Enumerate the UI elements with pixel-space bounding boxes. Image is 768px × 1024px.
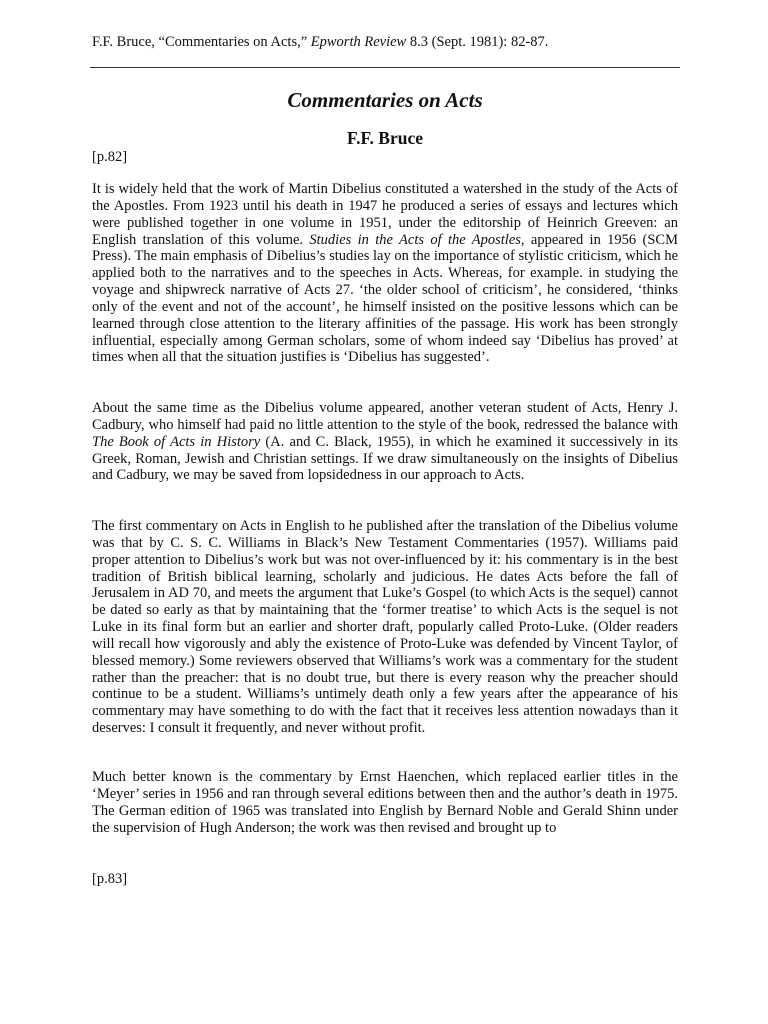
paragraph-4: Much better known is the commentary by Ernst Haenchen, which replaced earlier titles in the ‘Meyer’ series in 1956 and ran through several editions between then and the author’s death in 1975. The German edition of 1965 was translated into English by Bernard Noble and Gerald Shinn under the supervision of Hugh Anderson; the work was then revised and brought up to bbox=[92, 769, 678, 836]
paragraph-2-text-a: About the same time as the Dibelius volume appeared, another veteran student of Acts, Henry J. Cadbury, who himself had paid no little attention to the style of the book, redressed the balance with bbox=[92, 400, 678, 433]
paragraph-2 bbox=[92, 400, 678, 484]
article-author: F.F. Bruce bbox=[347, 128, 423, 148]
citation-prefix: F.F. Bruce, “Commentaries on Acts,” bbox=[92, 34, 311, 50]
paragraph-1-text-a: It is widely held that the work of Martin Dibelius constituted a watershed in the study of the Acts of the Apostles. From 1923 until his death in 1947 he produced a series of essays and lectures which were published together in one volume in 1951, under the editorship of Heinrich Greeven: an English translation of this volume. bbox=[92, 181, 678, 248]
paragraph-1-text-b: , appeared in 1956 (SCM Press). The main emphasis of Dibelius’s studies lay on the importance of stylistic criticism, which he applied both to the narratives and to the speeches in Acts. Whereas, for example. in studying the voyage and shipwreck narrative of Acts 27. ‘the older school of criticism’, he considered, ‘thinks only of the event and not of the account’, he himself insisted on the positive lessons which can be learned through close attention to the literary affinities of the passage. His work has been strongly influential, especially among German scholars, some of whom indeed say ‘Dibelius has proved’ at times when all that the situation justifies is ‘Dibelius has suggested’. bbox=[92, 231, 678, 366]
book-title-studies: Studies in the Acts of the Apostles bbox=[309, 231, 521, 248]
citation-header bbox=[92, 33, 548, 51]
paragraph-2-text-b: (A. and C. Black, 1955), in which he examined it successively in its Greek, Roman, Jewish and Christian settings. If we draw simultaneously on the insights of Dibelius and Cadbury, we may be saved from lopsidedness in our approach to Acts. bbox=[92, 433, 678, 484]
header-rule bbox=[90, 67, 680, 68]
paragraph-1 bbox=[92, 181, 678, 366]
article-title: Commentaries on Acts bbox=[287, 88, 483, 112]
journal-name: Epworth Review bbox=[310, 34, 407, 50]
citation-suffix: 8.3 (Sept. 1981): 82-87. bbox=[406, 34, 549, 50]
page-marker-start: [p.82] bbox=[92, 149, 128, 165]
page-marker-end: [p.83] bbox=[92, 871, 128, 887]
book-title-acts-in-history: The Book of Acts in History bbox=[92, 433, 261, 450]
paragraph-3: The first commentary on Acts in English to he published after the translation of the Dibelius volume was that by C. S. C. Williams in Black’s New Testament Commentaries (1957). Williams paid proper attention to Dibelius’s work but was not over-influenced by it: his commentary is in the best tradition of British biblical learning, scholarly and judicious. He dates Acts before the fall of Jerusalem in AD 70, and meets the argument that Luke’s Gospel (to which Acts is the sequel) cannot be dated so early as that by maintaining that the ‘former treatise’ to which Acts is the sequel is not Luke in its final form but an earlier and shorter draft, popularly called Proto-Luke. (Older readers will recall how vigorously and ably the existence of Proto-Luke was defended by Vincent Taylor, of blessed memory.) Some reviewers observed that Williams’s work was a commentary for the student rather than the preacher: that is no doubt true, but there is every reason why the preacher should continue to be a student. Williams’s untimely death only a few years after the appearance of his commentary may have something to do with the fact that it receives less attention nowadays than it deserves: I consult it frequently, and never without profit. bbox=[92, 518, 678, 737]
